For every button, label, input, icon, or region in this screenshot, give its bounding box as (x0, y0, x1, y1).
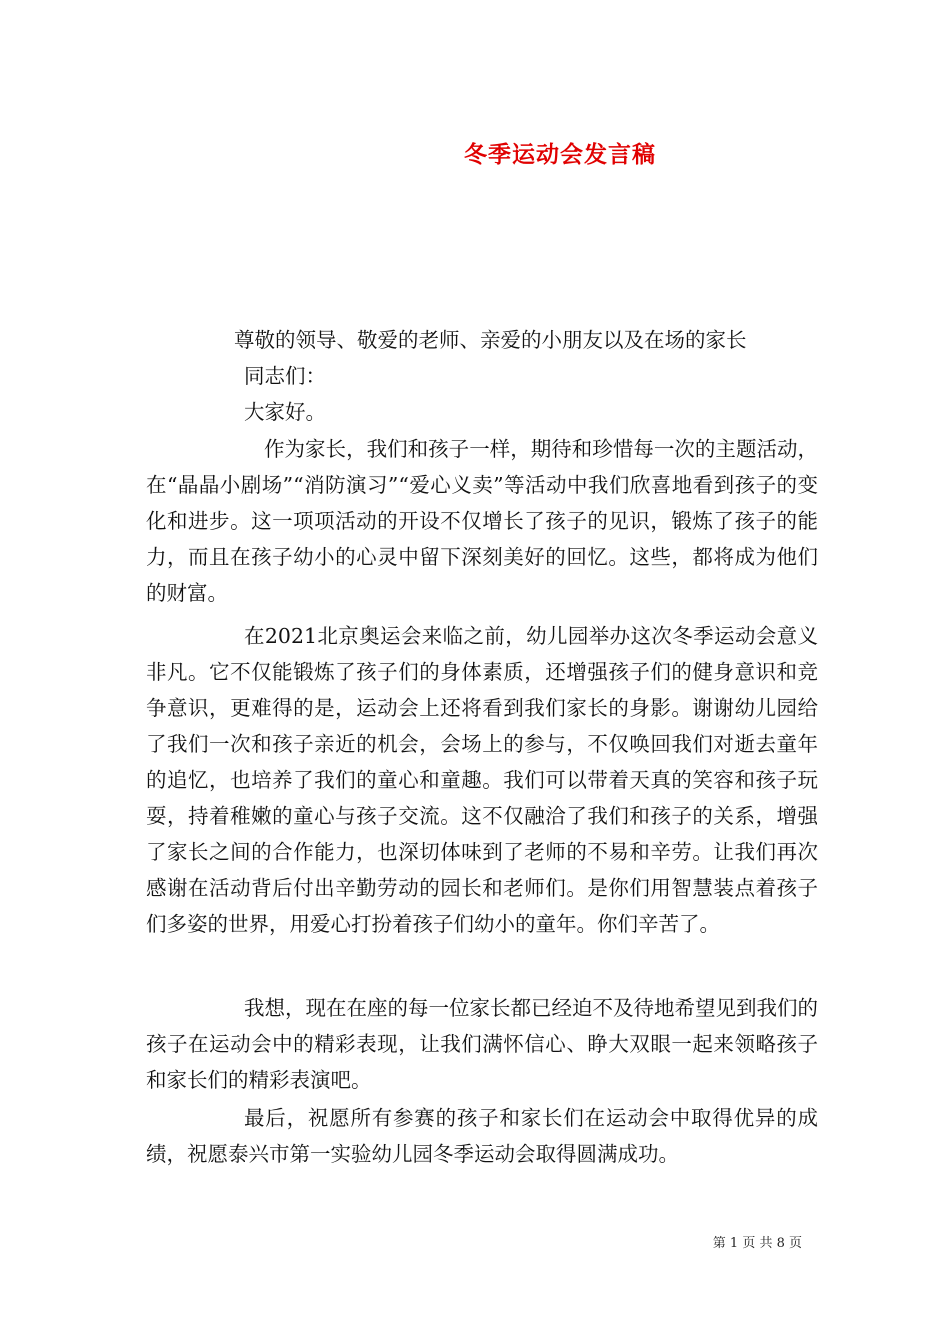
greeting (146, 394, 818, 430)
paragraph: 我想，现在在座的每一位家长都已经迫不及待地希望见到我们的孩子在运动会中的精彩表现，让我们满怀信心、睁大双眼一起来领略孩子和家长们的精彩表演吧。 (146, 996, 818, 1092)
salutation-line: 尊敬的领导、敬爱的老师、亲爱的小朋友以及在场的家长 (234, 328, 747, 352)
paragraph: 在2021北京奥运会来临之前，幼儿园举办这次冬季运动会意义非凡。它不仅能锻炼了孩子们的身体素质，还增强孩子们的健身意识和竞争意识，更难得的是，运动会上还将看到我们家长的身影。谢谢幼儿园给了我们一次和孩子亲近的机会，会场上的参与，不仅唤回我们对逝去童年的追忆，也培养了我们的童心和童趣。我们可以带着天真的笑容和孩子玩耍，持着稚嫩的童心与孩子交流。这不仅融洽了我们和孩子的关系，增强了家长之间的合作能力，也深切体味到了老师的不易和辛劳。让我们再次感谢在活动背后付出辛勤劳动的园长和老师们。是你们用智慧装点着孩子们多姿的世界，用爱心打扮着孩子们幼小的童年。你们辛苦了。 (146, 624, 818, 936)
paragraph: 最后，祝愿所有参赛的孩子和家长们在运动会中取得优异的成绩，祝愿泰兴市第一实验幼儿园冬季运动会取得圆满成功。 (146, 1106, 818, 1166)
salutation (146, 322, 818, 394)
paragraph: 作为家长，我们和孩子一样，期待和珍惜每一次的主题活动，在“晶晶小剧场”“消防演习”“爱心义卖”等活动中我们欣喜地看到孩子的变化和进步。这一项项活动的开设不仅增长了孩子的见识，锻炼了孩子的能力，而且在孩子幼小的心灵中留下深刻美好的回忆。这些，都将成为他们的财富。 (146, 437, 818, 605)
salutation-line: 同志们： (244, 364, 326, 388)
page-title: 冬季运动会发言稿 (464, 141, 656, 168)
greeting-text: 大家好。 (244, 400, 326, 424)
page-number: 第 1 页 共 8 页 (712, 1236, 802, 1251)
